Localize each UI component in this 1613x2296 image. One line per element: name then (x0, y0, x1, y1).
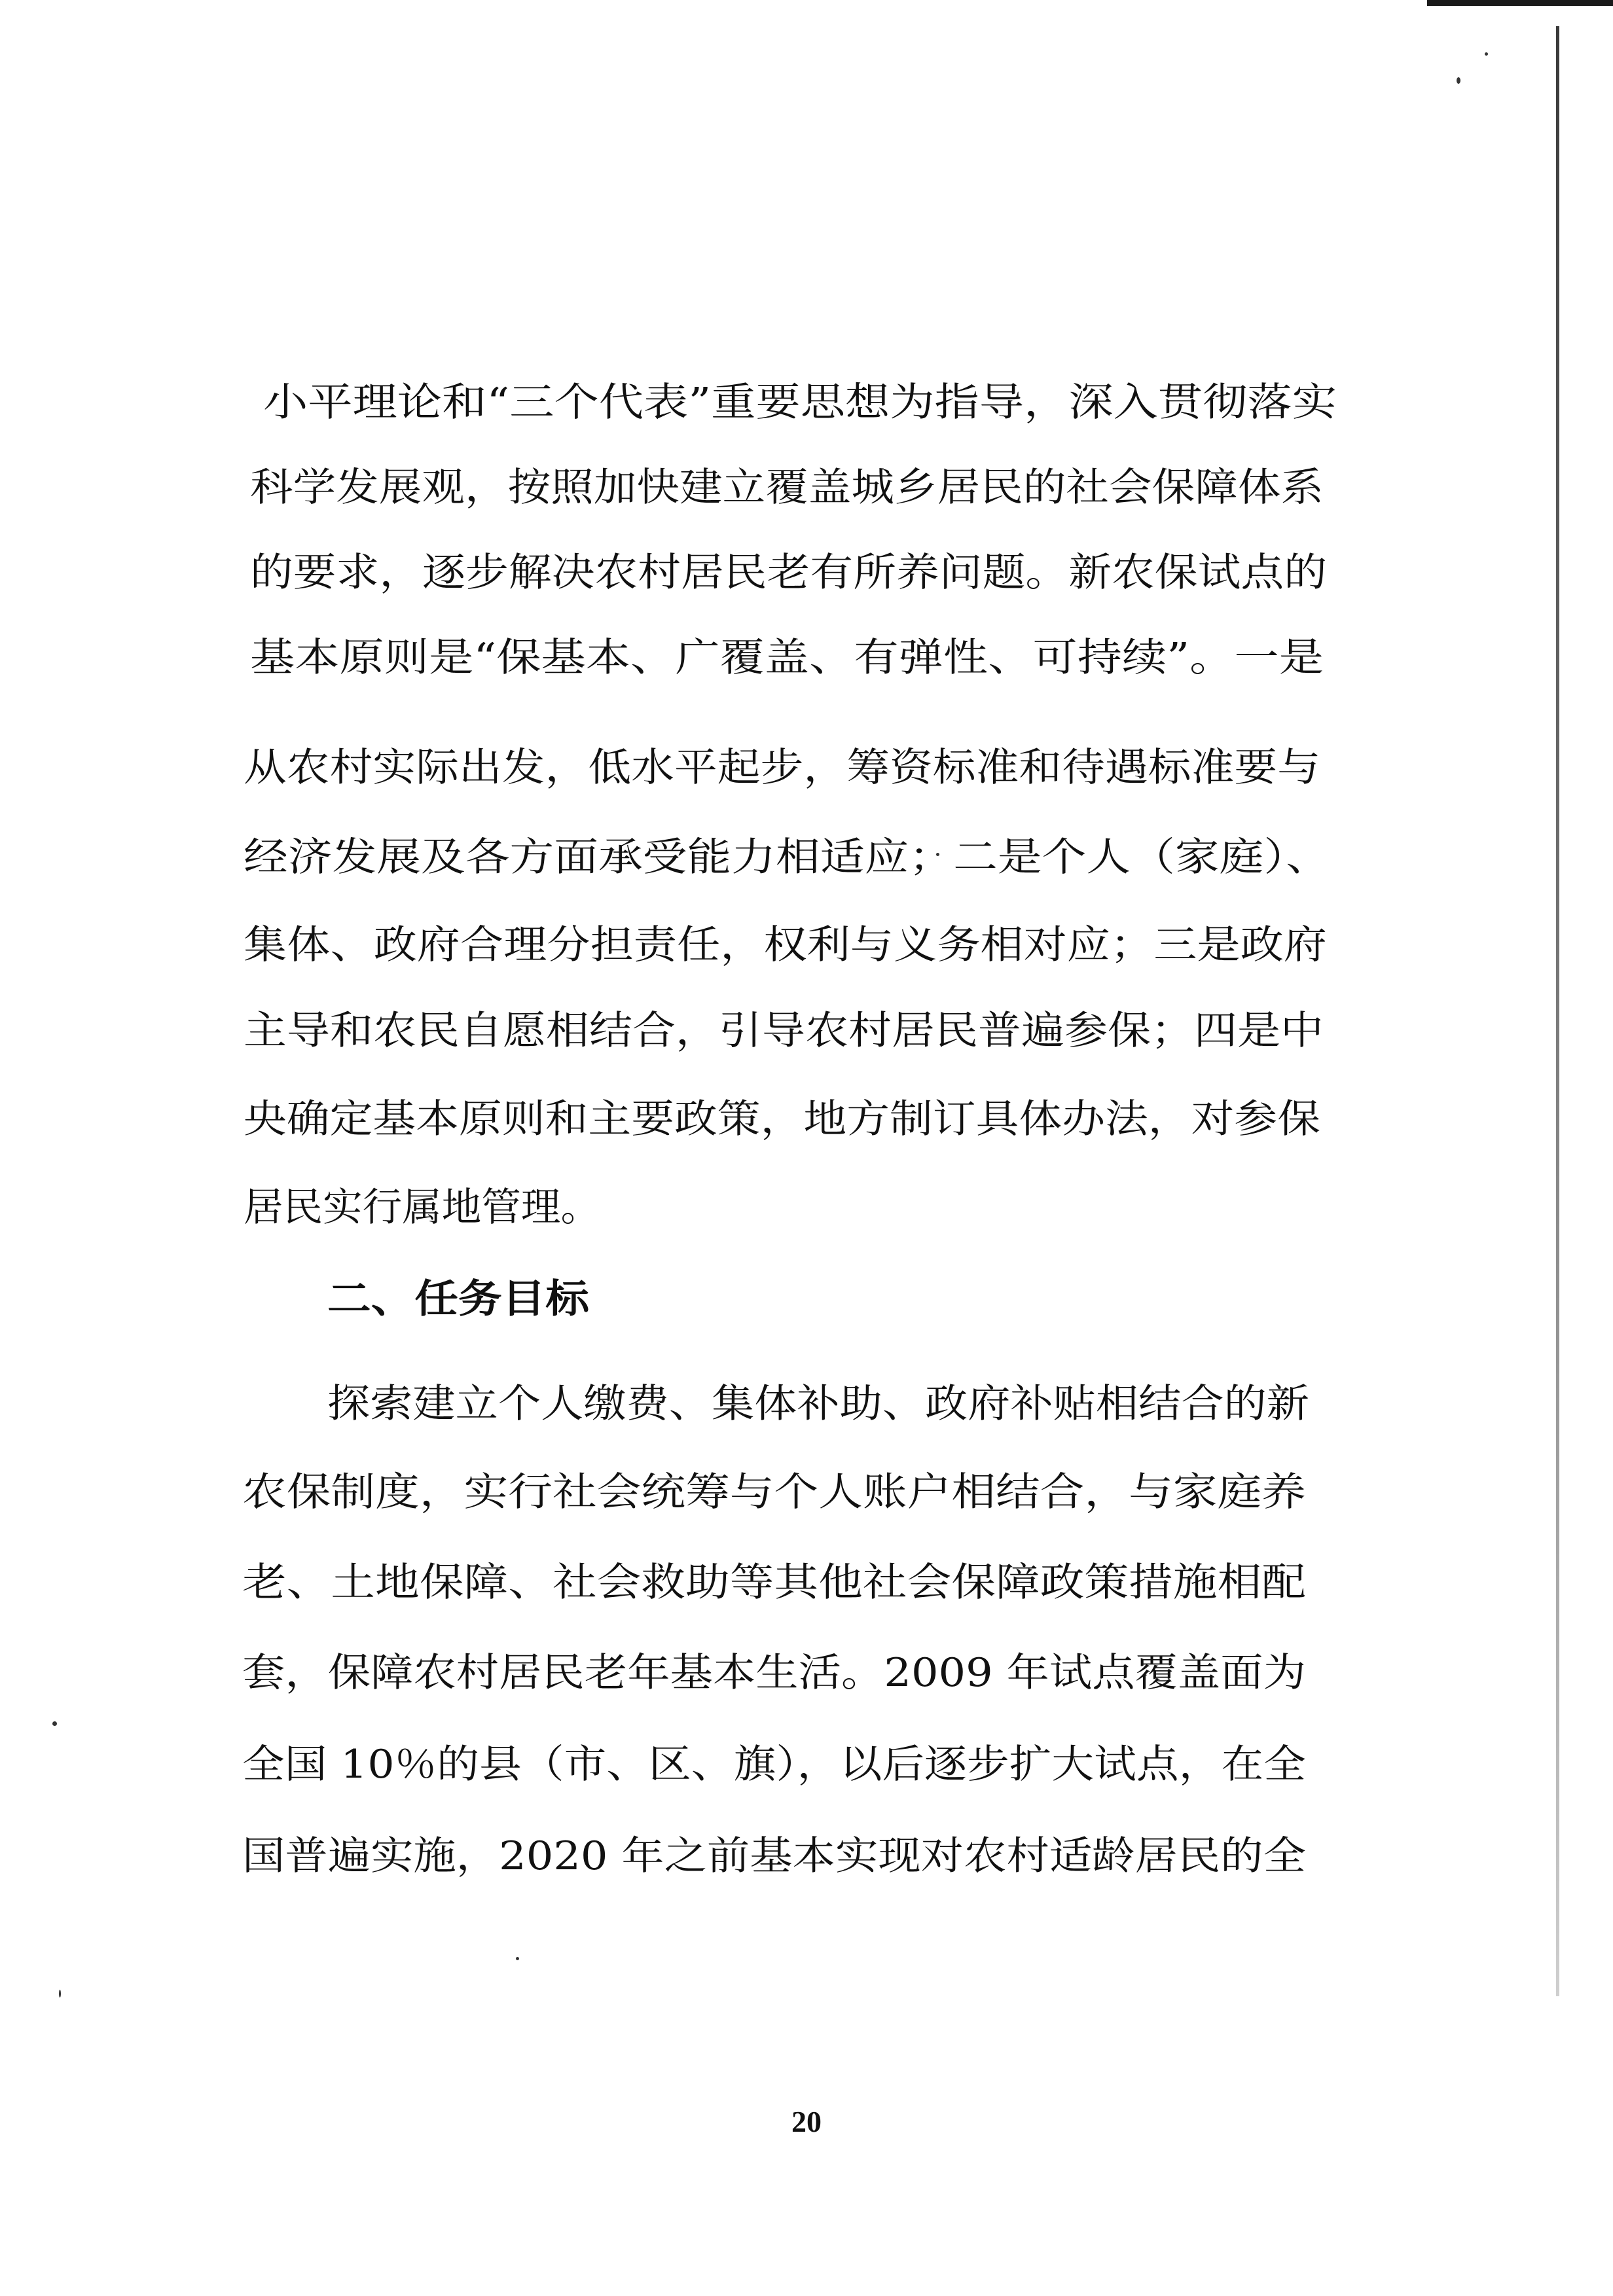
text-line-content: 居民实行属地管理。 (244, 1185, 600, 1230)
text-line-content: 国普遍实施，2020 年之前基本实现对农村适龄居民的全 (242, 1833, 1306, 1879)
text-line-content: 全国 10％的县（市、区、旗），以后逐步扩大试点，在全 (242, 1742, 1306, 1787)
page-number: 20 (791, 2105, 822, 2138)
text-line-content: 央确定基本原则和主要政策，地方制订具体办法，对参保 (244, 1096, 1320, 1142)
text-line-content: 探索建立个人缴费、集体补助、政府补贴相结合的新 (327, 1381, 1309, 1427)
text-line (0, 992, 1613, 1070)
text-line (0, 1543, 1613, 1622)
text-line (0, 1080, 1613, 1158)
text-line (0, 818, 1613, 897)
text-line-content: 农保制度，实行社会统筹与个人账户相结合，与家庭养 (242, 1469, 1306, 1515)
text-line (0, 1634, 1613, 1712)
text-line-content: 的要求，逐步解决农村居民老有所养问题。新农保试点的 (250, 550, 1327, 596)
text-line (0, 1168, 1613, 1247)
text-line (0, 1817, 1613, 1895)
text-line-content: 科学发展观，按照加快建立覆盖城乡居民的社会保障体系 (250, 465, 1324, 511)
scan-speck (1457, 77, 1460, 84)
section-heading-text: 二、任务目标 (327, 1276, 589, 1322)
text-line (0, 448, 1613, 527)
text-line (0, 363, 1613, 442)
text-line-content: 基本原则是“保基本、广覆盖、有弹性、可持续”。一是 (250, 635, 1324, 681)
text-line (0, 619, 1613, 697)
text-line-content: 小平理论和“三个代表”重要思想为指导，深入贯彻落实 (263, 380, 1337, 425)
scan-speck (59, 1990, 61, 1998)
text-line-content: 集体、政府合理分担责任，权利与义务相对应；三是政府 (244, 922, 1327, 968)
scan-edge-line (1427, 0, 1613, 6)
text-line-content: 经济发展及各方面承受能力相适应；二是个人（家庭）、 (244, 834, 1330, 880)
scan-speck (1485, 52, 1488, 56)
text-line-content: 主导和农民自愿相结合，引导农村居民普遍参保；四是中 (244, 1008, 1324, 1054)
text-line (0, 728, 1613, 807)
text-line-content: 从农村实际出发，低水平起步，筹资标准和待遇标准要与 (244, 745, 1320, 791)
text-line (0, 533, 1613, 612)
scan-speck (516, 1957, 519, 1960)
text-line (0, 906, 1613, 984)
text-line (0, 1365, 1613, 1443)
text-line (0, 1725, 1613, 1804)
section-heading (0, 1260, 1613, 1338)
text-line-content: 套，保障农村居民老年基本生活。2009 年试点覆盖面为 (242, 1650, 1306, 1696)
text-line (0, 1453, 1613, 1532)
text-line-content: 老、土地保障、社会救助等其他社会保障政策措施相配 (242, 1560, 1306, 1605)
